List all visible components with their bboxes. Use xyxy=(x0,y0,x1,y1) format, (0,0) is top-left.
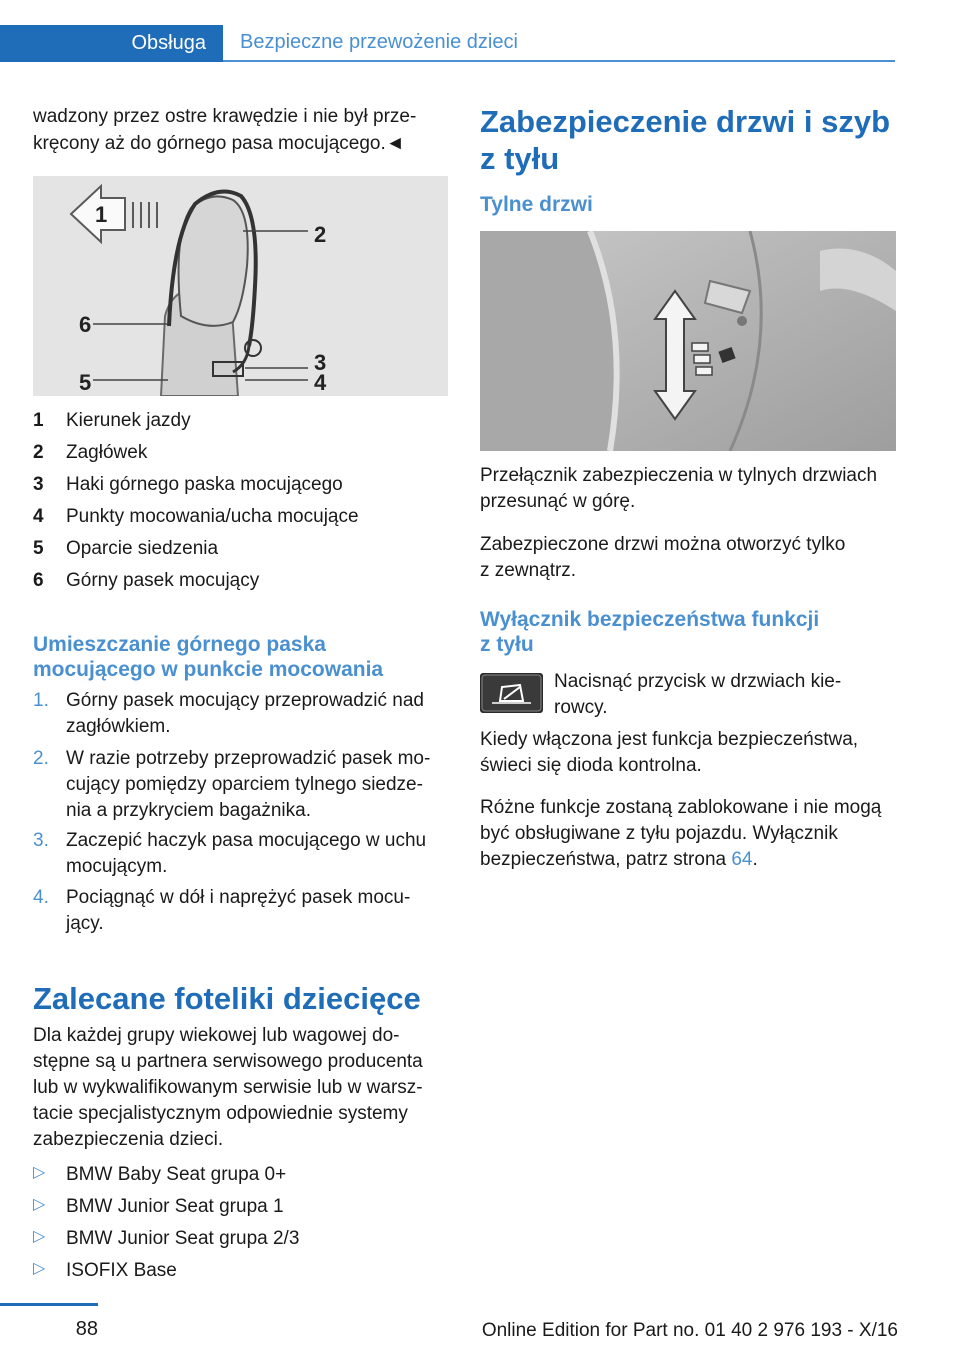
recommended-seats-heading: Zalecane foteliki dziecięce xyxy=(33,981,421,1016)
figure-label-4: 4 xyxy=(314,370,327,395)
heading-line: Wyłącznik bezpieczeństwa funkcji xyxy=(480,608,820,631)
rear-door-note xyxy=(480,532,845,584)
paragraph-line: być obsługiwane z tyłu pojazdu. Wyłącznik xyxy=(480,823,838,844)
list-item-text: ISOFIX Base xyxy=(66,1260,177,1281)
rear-door-instruction xyxy=(480,463,877,515)
legend-number: 4 xyxy=(33,506,44,527)
legend-number: 3 xyxy=(33,474,44,495)
paragraph-line xyxy=(480,847,881,873)
legend-number: 5 xyxy=(33,538,44,559)
legend-text: Punkty mocowania/ucha mocujące xyxy=(66,506,359,527)
section-heading-line: Umieszczanie górnego paska xyxy=(33,633,326,656)
legend-text: Górny pasek mocujący xyxy=(66,570,260,591)
legend-text: Zagłówek xyxy=(66,442,148,463)
paragraph-line: przesunąć w górę. xyxy=(480,491,636,512)
paragraph-line: Kiedy włączona jest funkcja bezpieczeństwa, xyxy=(480,729,859,750)
intro-line-2: kręcony aż do górnego pasa mocującego.◄ xyxy=(33,133,405,154)
page-link[interactable]: 64 xyxy=(731,849,753,870)
step-line: mocującym. xyxy=(66,856,168,877)
bullet-marker-icon: ▷ xyxy=(33,1260,46,1277)
legend-text: Oparcie siedzenia xyxy=(66,538,219,559)
step-number: 2. xyxy=(33,748,49,769)
legend-text: Haki górnego paska mocującego xyxy=(66,474,343,495)
child-lock-button-icon xyxy=(480,673,543,713)
chapter-tab[interactable]: Obsługa xyxy=(0,25,223,62)
figure-label-2: 2 xyxy=(314,222,327,247)
paragraph-line: lub w wykwalifikowanym serwisie lub w warsz- xyxy=(33,1077,423,1098)
indicator-note xyxy=(480,727,858,779)
page-number: 88 xyxy=(75,1318,98,1340)
step-line: Zaczepić haczyk pasa mocującego w uchu xyxy=(66,830,427,851)
page-number-rule xyxy=(0,1303,98,1306)
legend-text: Kierunek jazdy xyxy=(66,410,191,431)
bullet-marker-icon: ▷ xyxy=(33,1164,46,1181)
heading-line: z tyłu xyxy=(480,633,534,656)
rear-door-illustration xyxy=(480,231,896,451)
step-number: 3. xyxy=(33,830,49,851)
figure-label-3: 3 xyxy=(314,350,327,375)
intro-line-1: wadzony przez ostre krawędzie i nie był prze- xyxy=(33,106,417,127)
step-line: cujący pomiędzy oparciem tylnego siedze- xyxy=(66,774,423,795)
paragraph-text: bezpieczeństwa, patrz strona xyxy=(480,849,732,870)
paragraph-line: z zewnątrz. xyxy=(480,560,577,581)
section-title: Bezpieczne przewożenie dzieci xyxy=(240,31,518,53)
door-window-lock-heading xyxy=(480,103,890,177)
step-text xyxy=(66,828,451,880)
list-item-text: BMW Baby Seat grupa 0+ xyxy=(66,1164,287,1185)
paragraph-line: świeci się dioda kontrolna. xyxy=(480,755,702,776)
bullet-marker-icon: ▷ xyxy=(33,1228,46,1245)
figure-label-1: 1 xyxy=(95,202,108,227)
heading-line: Zabezpieczenie drzwi i szyb xyxy=(480,104,891,139)
paragraph-line: zabezpieczenia dzieci. xyxy=(33,1129,224,1150)
list-item-text: BMW Junior Seat grupa 2/3 xyxy=(66,1228,300,1249)
step-line: jący. xyxy=(66,913,104,934)
step-line: W razie potrzeby przeprowadzić pasek mo- xyxy=(66,748,431,769)
step-line: Pociągnąć w dół i naprężyć pasek mocu- xyxy=(66,887,411,908)
legend-number: 1 xyxy=(33,410,44,431)
figure-label-6: 6 xyxy=(79,312,92,337)
recommended-seats-paragraph xyxy=(33,1023,423,1153)
legend-number: 2 xyxy=(33,442,44,463)
paragraph-line: Nacisnąć przycisk w drzwiach kie- xyxy=(554,671,842,692)
paragraph-line: Przełącznik zabezpieczenia w tylnych drzwiach xyxy=(480,465,878,486)
locked-functions-note xyxy=(480,795,881,873)
section-heading-line: mocującego w punkcie mocowania xyxy=(33,658,384,681)
window-lock-icon xyxy=(480,673,543,713)
figure-label-5: 5 xyxy=(79,370,92,395)
seat-tether-illustration xyxy=(33,176,448,396)
legend-number: 6 xyxy=(33,570,44,591)
header-divider xyxy=(223,60,895,62)
paragraph-line: Różne funkcje zostaną zablokowane i nie mogą xyxy=(480,797,882,818)
paragraph-line: Dla każdej grupy wiekowej lub wagowej do- xyxy=(33,1025,400,1046)
paragraph-line: stępne są u partnera serwisowego producenta xyxy=(33,1051,423,1072)
step-text xyxy=(66,885,451,937)
step-text xyxy=(66,688,451,740)
step-line: nia a przykryciem bagażnika. xyxy=(66,800,311,821)
section-heading xyxy=(33,632,383,682)
step-number: 4. xyxy=(33,887,49,908)
step-line: zagłówkiem. xyxy=(66,716,171,737)
edition-footer: Online Edition for Part no. 01 40 2 976 193 - X/16 xyxy=(481,1320,898,1341)
paragraph-line: tacie specjalistycznym odpowiednie systemy xyxy=(33,1103,408,1124)
safety-switch-heading xyxy=(480,607,819,657)
step-line: Górny pasek mocujący przeprowadzić nad xyxy=(66,690,425,711)
paragraph-line: Zabezpieczone drzwi można otworzyć tylko xyxy=(480,534,846,555)
button-instruction xyxy=(554,669,841,721)
paragraph-text: . xyxy=(752,849,758,870)
list-item-text: BMW Junior Seat grupa 1 xyxy=(66,1196,284,1217)
seat-tether-figure xyxy=(33,176,448,396)
step-text xyxy=(66,746,451,824)
bullet-marker-icon: ▷ xyxy=(33,1196,46,1213)
heading-line: z tyłu xyxy=(480,141,560,176)
paragraph-line: rowcy. xyxy=(554,697,608,718)
rear-doors-heading: Tylne drzwi xyxy=(480,193,593,216)
step-number: 1. xyxy=(33,690,49,711)
rear-door-figure xyxy=(480,231,896,451)
